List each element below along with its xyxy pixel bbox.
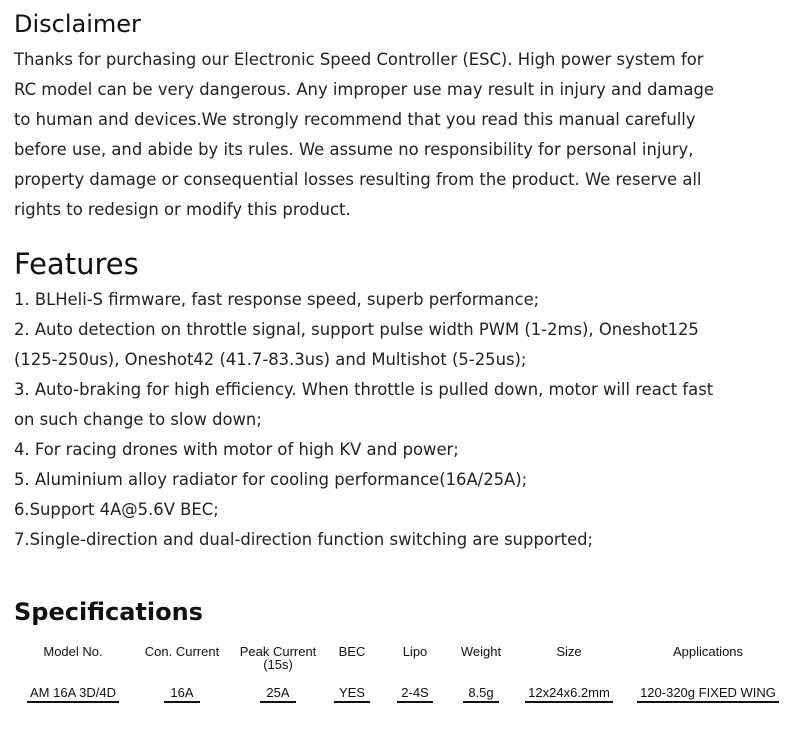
disclaimer-line: RC model can be very dangerous. Any improper use may result in injury and damage — [14, 80, 715, 99]
feature-item: 4. For racing drones with motor of high KV and power; — [14, 440, 459, 459]
cell-value: 120-320g FIXED WING — [637, 685, 779, 703]
feature-item: 3. Auto-braking for high efficiency. When throttle is pulled down, motor will react fast — [14, 380, 714, 399]
cell-value: YES — [334, 685, 370, 703]
disclaimer-text — [14, 45, 790, 225]
cell-value: 2-4S — [397, 685, 433, 703]
cell-con-current — [132, 685, 232, 705]
cell-bec — [324, 685, 380, 705]
cell-value: 16A — [164, 685, 200, 703]
specifications-title: Specifications — [14, 598, 203, 626]
cell-model — [14, 685, 132, 705]
disclaimer-line: before use, and abide by its rules. We assume no responsibility for personal injury, — [14, 140, 694, 159]
cell-value: AM 16A 3D/4D — [27, 685, 119, 703]
cell-value: 25A — [260, 685, 296, 703]
feature-item: 6.Support 4A@5.6V BEC; — [14, 500, 219, 519]
specifications-table — [14, 645, 790, 705]
feature-item: 2. Auto detection on throttle signal, support pulse width PWM (1-2ms), Oneshot125 — [14, 320, 699, 339]
cell-size — [512, 685, 626, 705]
column-header-model: Model No. — [43, 644, 103, 659]
feature-item: on such change to slow down; — [14, 410, 262, 429]
feature-item: 1. BLHeli-S firmware, fast response speed, superb performance; — [14, 290, 540, 309]
feature-item: 5. Aluminium alloy radiator for cooling performance(16A/25A); — [14, 470, 528, 489]
column-header-con-current: Con. Current — [144, 644, 220, 659]
disclaimer-line: Thanks for purchasing our Electronic Speed Controller (ESC). High power system for — [14, 50, 704, 69]
column-header-lipo: Lipo — [402, 644, 428, 659]
cell-applications — [626, 685, 790, 705]
column-header-peak-current: Peak Current (15s) — [239, 644, 317, 672]
cell-weight — [450, 685, 512, 705]
column-header-size: Size — [556, 644, 582, 659]
disclaimer-title: Disclaimer — [14, 10, 141, 38]
disclaimer-line: property damage or consequential losses resulting from the product. We reserve all — [14, 170, 702, 189]
column-header-bec: BEC — [338, 644, 366, 659]
cell-lipo — [380, 685, 450, 705]
features-list — [14, 285, 790, 555]
features-title: Features — [14, 247, 139, 281]
cell-value: 12x24x6.2mm — [525, 685, 613, 703]
column-header-weight: Weight — [460, 644, 502, 659]
disclaimer-line: rights to redesign or modify this product. — [14, 200, 351, 219]
table-row — [14, 685, 790, 705]
feature-item: (125-250us), Oneshot42 (41.7-83.3us) and Multishot (5-25us); — [14, 350, 527, 369]
cell-value: 8.5g — [463, 685, 499, 703]
cell-peak-current — [232, 685, 324, 705]
column-header-applications: Applications — [672, 644, 744, 659]
table-header-row — [14, 645, 790, 685]
feature-item: 7.Single-direction and dual-direction function switching are supported; — [14, 530, 594, 549]
disclaimer-line: to human and devices.We strongly recommend that you read this manual carefully — [14, 110, 696, 129]
